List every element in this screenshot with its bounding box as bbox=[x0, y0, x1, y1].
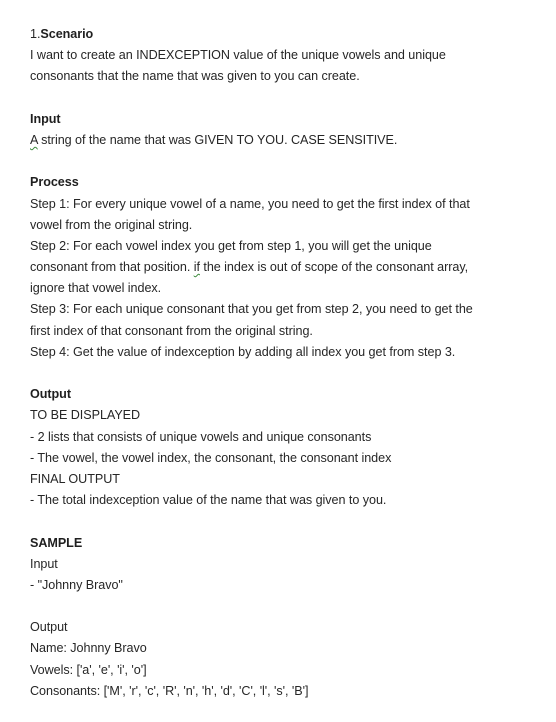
output-line-5: - The total indexception value of the name that was given to you. bbox=[30, 493, 387, 508]
output-line-3: - The vowel, the vowel index, the consonant, the consonant index bbox=[30, 450, 392, 465]
input-description-rest: string of the name that was GIVEN TO YOU. CASE SENSITIVE. bbox=[37, 132, 398, 147]
sample-input-label: Input bbox=[30, 556, 58, 571]
process-line-6: Step 3: For each unique consonant that you get from step 2, you need to get the bbox=[30, 302, 473, 317]
sample-consonants-line: Consonants: ['M', 'r', 'c', 'R', 'n', 'h', 'd', 'C', 'l', 's', 'B'] bbox=[30, 683, 309, 698]
process-line-4-start: consonant from that position. bbox=[30, 260, 194, 275]
scenario-number: 1. bbox=[30, 27, 41, 41]
spacer bbox=[30, 88, 532, 109]
spacer bbox=[30, 511, 532, 532]
sample-heading: SAMPLE bbox=[30, 535, 83, 550]
spacer bbox=[30, 596, 532, 617]
process-line-2: vowel from the original string. bbox=[30, 217, 193, 232]
process-line-8: Step 4: Get the value of indexception by adding all index you get from step 3. bbox=[30, 344, 456, 359]
output-line-2: - 2 lists that consists of unique vowels and unique consonants bbox=[30, 429, 372, 444]
process-line-4-if: if bbox=[193, 260, 200, 275]
process-line-1: Step 1: For every unique vowel of a name, you need to get the first index of that bbox=[30, 196, 470, 211]
process-line-3: Step 2: For each vowel index you get from step 1, you will get the unique bbox=[30, 238, 432, 253]
process-heading: Process bbox=[30, 175, 79, 190]
sample-vowels-line: Vowels: ['a', 'e', 'i', 'o'] bbox=[30, 662, 147, 677]
process-line-4-end: the index is out of scope of the consonant array, bbox=[199, 260, 469, 275]
sample-name-line: Name: Johnny Bravo bbox=[30, 641, 147, 656]
input-first-word: A bbox=[30, 132, 38, 147]
sample-input-value: - "Johnny Bravo" bbox=[30, 577, 123, 592]
spacer bbox=[30, 363, 532, 384]
process-line-4 bbox=[30, 257, 532, 278]
process-line-5: ignore that vowel index. bbox=[30, 281, 162, 296]
output-line-4: FINAL OUTPUT bbox=[30, 471, 120, 486]
scenario-title: Scenario bbox=[40, 27, 94, 41]
process-line-7: first index of that consonant from the original string. bbox=[30, 323, 313, 338]
scenario-heading bbox=[30, 24, 532, 45]
spacer bbox=[30, 151, 532, 172]
output-heading: Output bbox=[30, 387, 71, 402]
sample-output-label: Output bbox=[30, 620, 68, 635]
scenario-line-2: consonants that the name that was given to you can create. bbox=[30, 69, 360, 84]
input-heading: Input bbox=[30, 111, 61, 126]
input-description bbox=[30, 130, 532, 151]
scenario-line-1: I want to create an INDEXCEPTION value of the unique vowels and unique bbox=[30, 48, 446, 63]
output-line-1: TO BE DISPLAYED bbox=[30, 408, 141, 423]
